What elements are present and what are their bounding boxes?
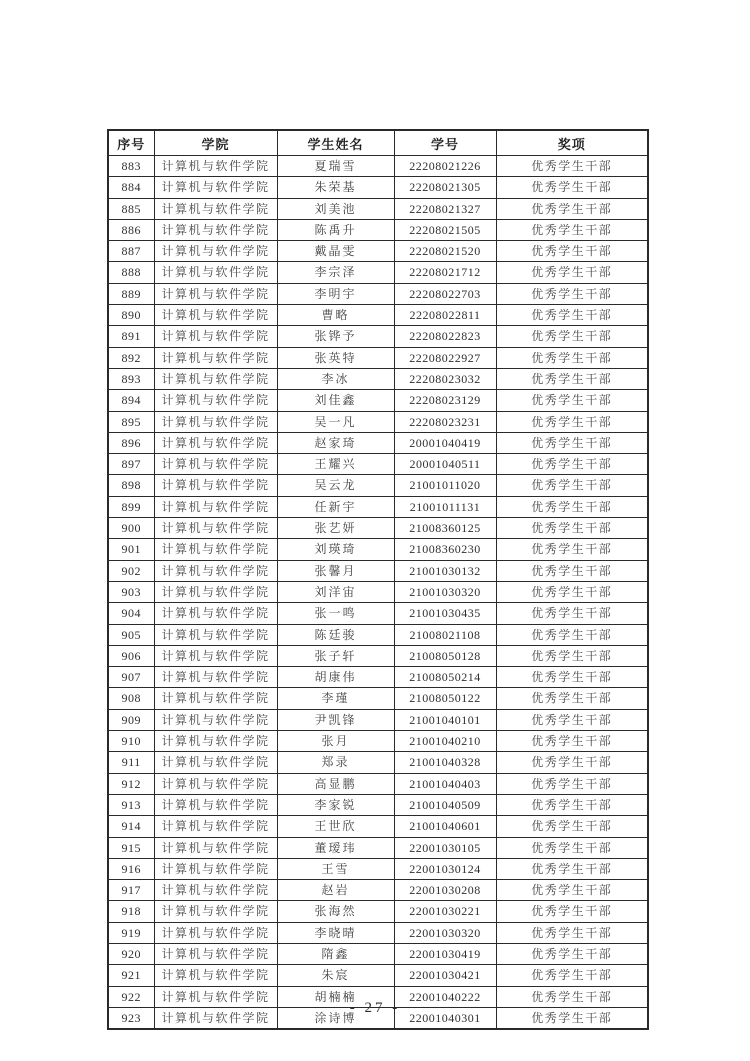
column-header-award: 奖项	[496, 130, 648, 156]
cell-index: 897	[108, 454, 154, 475]
cell-name: 胡康伟	[277, 667, 394, 688]
table-body	[108, 156, 648, 1030]
cell-college: 计算机与软件学院	[154, 581, 277, 602]
cell-award: 优秀学生干部	[496, 411, 648, 432]
cell-student-id: 21001011131	[394, 496, 496, 517]
cell-award: 优秀学生干部	[496, 219, 648, 240]
cell-student-id: 22208022927	[394, 347, 496, 368]
cell-college: 计算机与软件学院	[154, 645, 277, 666]
cell-index: 913	[108, 794, 154, 815]
cell-student-id: 22001040222	[394, 986, 496, 1007]
cell-award: 优秀学生干部	[496, 432, 648, 453]
cell-index: 889	[108, 283, 154, 304]
cell-college: 计算机与软件学院	[154, 1007, 277, 1029]
cell-student-id: 22001030105	[394, 837, 496, 858]
cell-award: 优秀学生干部	[496, 283, 648, 304]
cell-name: 张艺妍	[277, 518, 394, 539]
cell-student-id: 21001040210	[394, 731, 496, 752]
cell-award: 优秀学生干部	[496, 645, 648, 666]
cell-student-id: 21008050128	[394, 645, 496, 666]
cell-award: 优秀学生干部	[496, 390, 648, 411]
cell-name: 王世欣	[277, 816, 394, 837]
cell-index: 903	[108, 581, 154, 602]
cell-index: 896	[108, 432, 154, 453]
cell-name: 张子轩	[277, 645, 394, 666]
cell-student-id: 21008021108	[394, 624, 496, 645]
table-row	[108, 305, 648, 326]
cell-student-id: 21001040509	[394, 794, 496, 815]
cell-name: 陈禹升	[277, 219, 394, 240]
table-row	[108, 922, 648, 943]
cell-award: 优秀学生干部	[496, 901, 648, 922]
cell-student-id: 21001030132	[394, 560, 496, 581]
cell-student-id: 22001030320	[394, 922, 496, 943]
cell-award: 优秀学生干部	[496, 837, 648, 858]
cell-index: 921	[108, 965, 154, 986]
cell-index: 886	[108, 219, 154, 240]
cell-award: 优秀学生干部	[496, 965, 648, 986]
cell-name: 吴云龙	[277, 475, 394, 496]
table-row	[108, 752, 648, 773]
cell-award: 优秀学生干部	[496, 624, 648, 645]
table-row	[108, 219, 648, 240]
cell-award: 优秀学生干部	[496, 752, 648, 773]
cell-index: 891	[108, 326, 154, 347]
cell-award: 优秀学生干部	[496, 731, 648, 752]
cell-name: 刘瑛琦	[277, 539, 394, 560]
cell-name: 李瑾	[277, 688, 394, 709]
cell-college: 计算机与软件学院	[154, 688, 277, 709]
cell-award: 优秀学生干部	[496, 198, 648, 219]
cell-index: 923	[108, 1007, 154, 1029]
cell-index: 919	[108, 922, 154, 943]
cell-student-id: 22001030124	[394, 858, 496, 879]
cell-college: 计算机与软件学院	[154, 390, 277, 411]
cell-index: 885	[108, 198, 154, 219]
cell-index: 892	[108, 347, 154, 368]
cell-name: 陈廷骏	[277, 624, 394, 645]
cell-name: 戴晶雯	[277, 241, 394, 262]
cell-index: 910	[108, 731, 154, 752]
cell-index: 883	[108, 156, 154, 177]
column-header-index: 序号	[108, 130, 154, 156]
cell-college: 计算机与软件学院	[154, 262, 277, 283]
cell-name: 朱荣基	[277, 177, 394, 198]
cell-index: 899	[108, 496, 154, 517]
column-header-name: 学生姓名	[277, 130, 394, 156]
cell-student-id: 21008360230	[394, 539, 496, 560]
cell-student-id: 22208023032	[394, 368, 496, 389]
cell-name: 张英特	[277, 347, 394, 368]
cell-college: 计算机与软件学院	[154, 837, 277, 858]
table-row	[108, 731, 648, 752]
cell-name: 高显鹏	[277, 773, 394, 794]
cell-award: 优秀学生干部	[496, 305, 648, 326]
cell-name: 刘美池	[277, 198, 394, 219]
table-header-row	[108, 130, 648, 156]
table-row	[108, 518, 648, 539]
cell-name: 董瑷玮	[277, 837, 394, 858]
cell-award: 优秀学生干部	[496, 326, 648, 347]
cell-award: 优秀学生干部	[496, 794, 648, 815]
cell-name: 刘洋宙	[277, 581, 394, 602]
cell-college: 计算机与软件学院	[154, 560, 277, 581]
table-row	[108, 794, 648, 815]
cell-student-id: 22208023231	[394, 411, 496, 432]
cell-college: 计算机与软件学院	[154, 731, 277, 752]
cell-student-id: 22001030421	[394, 965, 496, 986]
cell-student-id: 22208023129	[394, 390, 496, 411]
cell-student-id: 21008050122	[394, 688, 496, 709]
table-row	[108, 411, 648, 432]
cell-college: 计算机与软件学院	[154, 539, 277, 560]
cell-college: 计算机与软件学院	[154, 347, 277, 368]
table-row	[108, 198, 648, 219]
cell-name: 王雪	[277, 858, 394, 879]
cell-index: 902	[108, 560, 154, 581]
cell-award: 优秀学生干部	[496, 709, 648, 730]
cell-college: 计算机与软件学院	[154, 773, 277, 794]
cell-award: 优秀学生干部	[496, 986, 648, 1007]
cell-name: 李宗泽	[277, 262, 394, 283]
table-row	[108, 390, 648, 411]
cell-award: 优秀学生干部	[496, 858, 648, 879]
cell-college: 计算机与软件学院	[154, 943, 277, 964]
cell-index: 898	[108, 475, 154, 496]
cell-college: 计算机与软件学院	[154, 283, 277, 304]
table-row	[108, 816, 648, 837]
cell-name: 胡楠楠	[277, 986, 394, 1007]
cell-student-id: 22208022811	[394, 305, 496, 326]
cell-college: 计算机与软件学院	[154, 858, 277, 879]
cell-index: 904	[108, 603, 154, 624]
table-row	[108, 901, 648, 922]
cell-award: 优秀学生干部	[496, 475, 648, 496]
cell-index: 909	[108, 709, 154, 730]
cell-college: 计算机与软件学院	[154, 880, 277, 901]
cell-student-id: 22001030208	[394, 880, 496, 901]
table-row	[108, 624, 648, 645]
cell-college: 计算机与软件学院	[154, 368, 277, 389]
cell-index: 893	[108, 368, 154, 389]
table-row	[108, 688, 648, 709]
cell-index: 901	[108, 539, 154, 560]
cell-college: 计算机与软件学院	[154, 624, 277, 645]
table-row	[108, 326, 648, 347]
cell-name: 朱宸	[277, 965, 394, 986]
cell-name: 李明宇	[277, 283, 394, 304]
cell-name: 涂诗博	[277, 1007, 394, 1029]
cell-award: 优秀学生干部	[496, 262, 648, 283]
cell-index: 906	[108, 645, 154, 666]
cell-index: 894	[108, 390, 154, 411]
table-row	[108, 454, 648, 475]
cell-college: 计算机与软件学院	[154, 241, 277, 262]
table-row	[108, 539, 648, 560]
table-row	[108, 858, 648, 879]
cell-index: 890	[108, 305, 154, 326]
cell-index: 895	[108, 411, 154, 432]
cell-college: 计算机与软件学院	[154, 518, 277, 539]
award-table	[107, 129, 649, 1030]
cell-student-id: 22208021327	[394, 198, 496, 219]
cell-student-id: 22001030419	[394, 943, 496, 964]
cell-student-id: 21001030320	[394, 581, 496, 602]
cell-student-id: 20001040419	[394, 432, 496, 453]
cell-name: 任新宇	[277, 496, 394, 517]
page-number: - 27 -	[349, 1000, 401, 1016]
cell-award: 优秀学生干部	[496, 156, 648, 177]
cell-name: 张馨月	[277, 560, 394, 581]
cell-award: 优秀学生干部	[496, 667, 648, 688]
table-row	[108, 560, 648, 581]
cell-name: 郑录	[277, 752, 394, 773]
cell-name: 吴一凡	[277, 411, 394, 432]
cell-student-id: 21001040328	[394, 752, 496, 773]
table-row	[108, 603, 648, 624]
cell-college: 计算机与软件学院	[154, 475, 277, 496]
cell-index: 920	[108, 943, 154, 964]
cell-college: 计算机与软件学院	[154, 198, 277, 219]
cell-name: 李晓晴	[277, 922, 394, 943]
table-row	[108, 177, 648, 198]
cell-college: 计算机与软件学院	[154, 986, 277, 1007]
cell-college: 计算机与软件学院	[154, 156, 277, 177]
column-header-college: 学院	[154, 130, 277, 156]
cell-student-id: 22208021305	[394, 177, 496, 198]
cell-student-id: 22208021226	[394, 156, 496, 177]
table-row	[108, 432, 648, 453]
cell-college: 计算机与软件学院	[154, 411, 277, 432]
cell-award: 优秀学生干部	[496, 496, 648, 517]
cell-college: 计算机与软件学院	[154, 326, 277, 347]
cell-student-id: 22001030221	[394, 901, 496, 922]
table-row	[108, 965, 648, 986]
cell-name: 赵家琦	[277, 432, 394, 453]
cell-award: 优秀学生干部	[496, 581, 648, 602]
table-row	[108, 475, 648, 496]
cell-name: 李冰	[277, 368, 394, 389]
cell-name: 李家锐	[277, 794, 394, 815]
cell-index: 914	[108, 816, 154, 837]
cell-award: 优秀学生干部	[496, 347, 648, 368]
cell-index: 905	[108, 624, 154, 645]
cell-name: 曹略	[277, 305, 394, 326]
cell-name: 王耀兴	[277, 454, 394, 475]
cell-student-id: 22208021505	[394, 219, 496, 240]
cell-award: 优秀学生干部	[496, 177, 648, 198]
cell-name: 赵岩	[277, 880, 394, 901]
cell-college: 计算机与软件学院	[154, 965, 277, 986]
cell-award: 优秀学生干部	[496, 518, 648, 539]
column-header-student-id: 学号	[394, 130, 496, 156]
cell-student-id: 21001040403	[394, 773, 496, 794]
cell-index: 900	[108, 518, 154, 539]
cell-index: 887	[108, 241, 154, 262]
cell-name: 隋鑫	[277, 943, 394, 964]
cell-index: 915	[108, 837, 154, 858]
cell-award: 优秀学生干部	[496, 368, 648, 389]
cell-student-id: 21001040101	[394, 709, 496, 730]
cell-index: 912	[108, 773, 154, 794]
cell-college: 计算机与软件学院	[154, 219, 277, 240]
table-row	[108, 496, 648, 517]
cell-student-id: 22208022703	[394, 283, 496, 304]
table-row	[108, 709, 648, 730]
cell-index: 884	[108, 177, 154, 198]
cell-college: 计算机与软件学院	[154, 305, 277, 326]
table-row	[108, 581, 648, 602]
cell-award: 优秀学生干部	[496, 816, 648, 837]
table-row	[108, 837, 648, 858]
table-row	[108, 241, 648, 262]
cell-name: 夏瑞雪	[277, 156, 394, 177]
cell-name: 尹凯锋	[277, 709, 394, 730]
cell-student-id: 21008050214	[394, 667, 496, 688]
cell-award: 优秀学生干部	[496, 539, 648, 560]
cell-student-id: 22208022823	[394, 326, 496, 347]
cell-award: 优秀学生干部	[496, 241, 648, 262]
cell-award: 优秀学生干部	[496, 773, 648, 794]
cell-student-id: 22001040301	[394, 1007, 496, 1029]
cell-student-id: 21001011020	[394, 475, 496, 496]
cell-name: 张月	[277, 731, 394, 752]
cell-college: 计算机与软件学院	[154, 177, 277, 198]
cell-college: 计算机与软件学院	[154, 922, 277, 943]
table-row	[108, 645, 648, 666]
table-row	[108, 156, 648, 177]
cell-college: 计算机与软件学院	[154, 603, 277, 624]
cell-name: 张铧予	[277, 326, 394, 347]
table-row	[108, 667, 648, 688]
cell-college: 计算机与软件学院	[154, 794, 277, 815]
cell-award: 优秀学生干部	[496, 688, 648, 709]
cell-college: 计算机与软件学院	[154, 496, 277, 517]
cell-index: 888	[108, 262, 154, 283]
cell-college: 计算机与软件学院	[154, 454, 277, 475]
table-row	[108, 368, 648, 389]
table-row	[108, 880, 648, 901]
cell-student-id: 21001030435	[394, 603, 496, 624]
table-row	[108, 262, 648, 283]
cell-college: 计算机与软件学院	[154, 432, 277, 453]
table-row	[108, 773, 648, 794]
cell-college: 计算机与软件学院	[154, 667, 277, 688]
cell-award: 优秀学生干部	[496, 943, 648, 964]
cell-student-id: 21001040601	[394, 816, 496, 837]
cell-award: 优秀学生干部	[496, 880, 648, 901]
cell-name: 刘佳鑫	[277, 390, 394, 411]
cell-name: 张一鸣	[277, 603, 394, 624]
cell-name: 张海然	[277, 901, 394, 922]
cell-student-id: 20001040511	[394, 454, 496, 475]
cell-index: 918	[108, 901, 154, 922]
cell-college: 计算机与软件学院	[154, 709, 277, 730]
table-row	[108, 283, 648, 304]
cell-award: 优秀学生干部	[496, 603, 648, 624]
table-row	[108, 943, 648, 964]
cell-college: 计算机与软件学院	[154, 752, 277, 773]
table-row	[108, 347, 648, 368]
cell-award: 优秀学生干部	[496, 1007, 648, 1029]
cell-index: 911	[108, 752, 154, 773]
cell-award: 优秀学生干部	[496, 454, 648, 475]
cell-index: 907	[108, 667, 154, 688]
cell-student-id: 22208021712	[394, 262, 496, 283]
cell-award: 优秀学生干部	[496, 560, 648, 581]
cell-student-id: 22208021520	[394, 241, 496, 262]
cell-index: 916	[108, 858, 154, 879]
cell-index: 922	[108, 986, 154, 1007]
cell-index: 917	[108, 880, 154, 901]
cell-award: 优秀学生干部	[496, 922, 648, 943]
cell-student-id: 21008360125	[394, 518, 496, 539]
cell-index: 908	[108, 688, 154, 709]
cell-college: 计算机与软件学院	[154, 901, 277, 922]
cell-college: 计算机与软件学院	[154, 816, 277, 837]
